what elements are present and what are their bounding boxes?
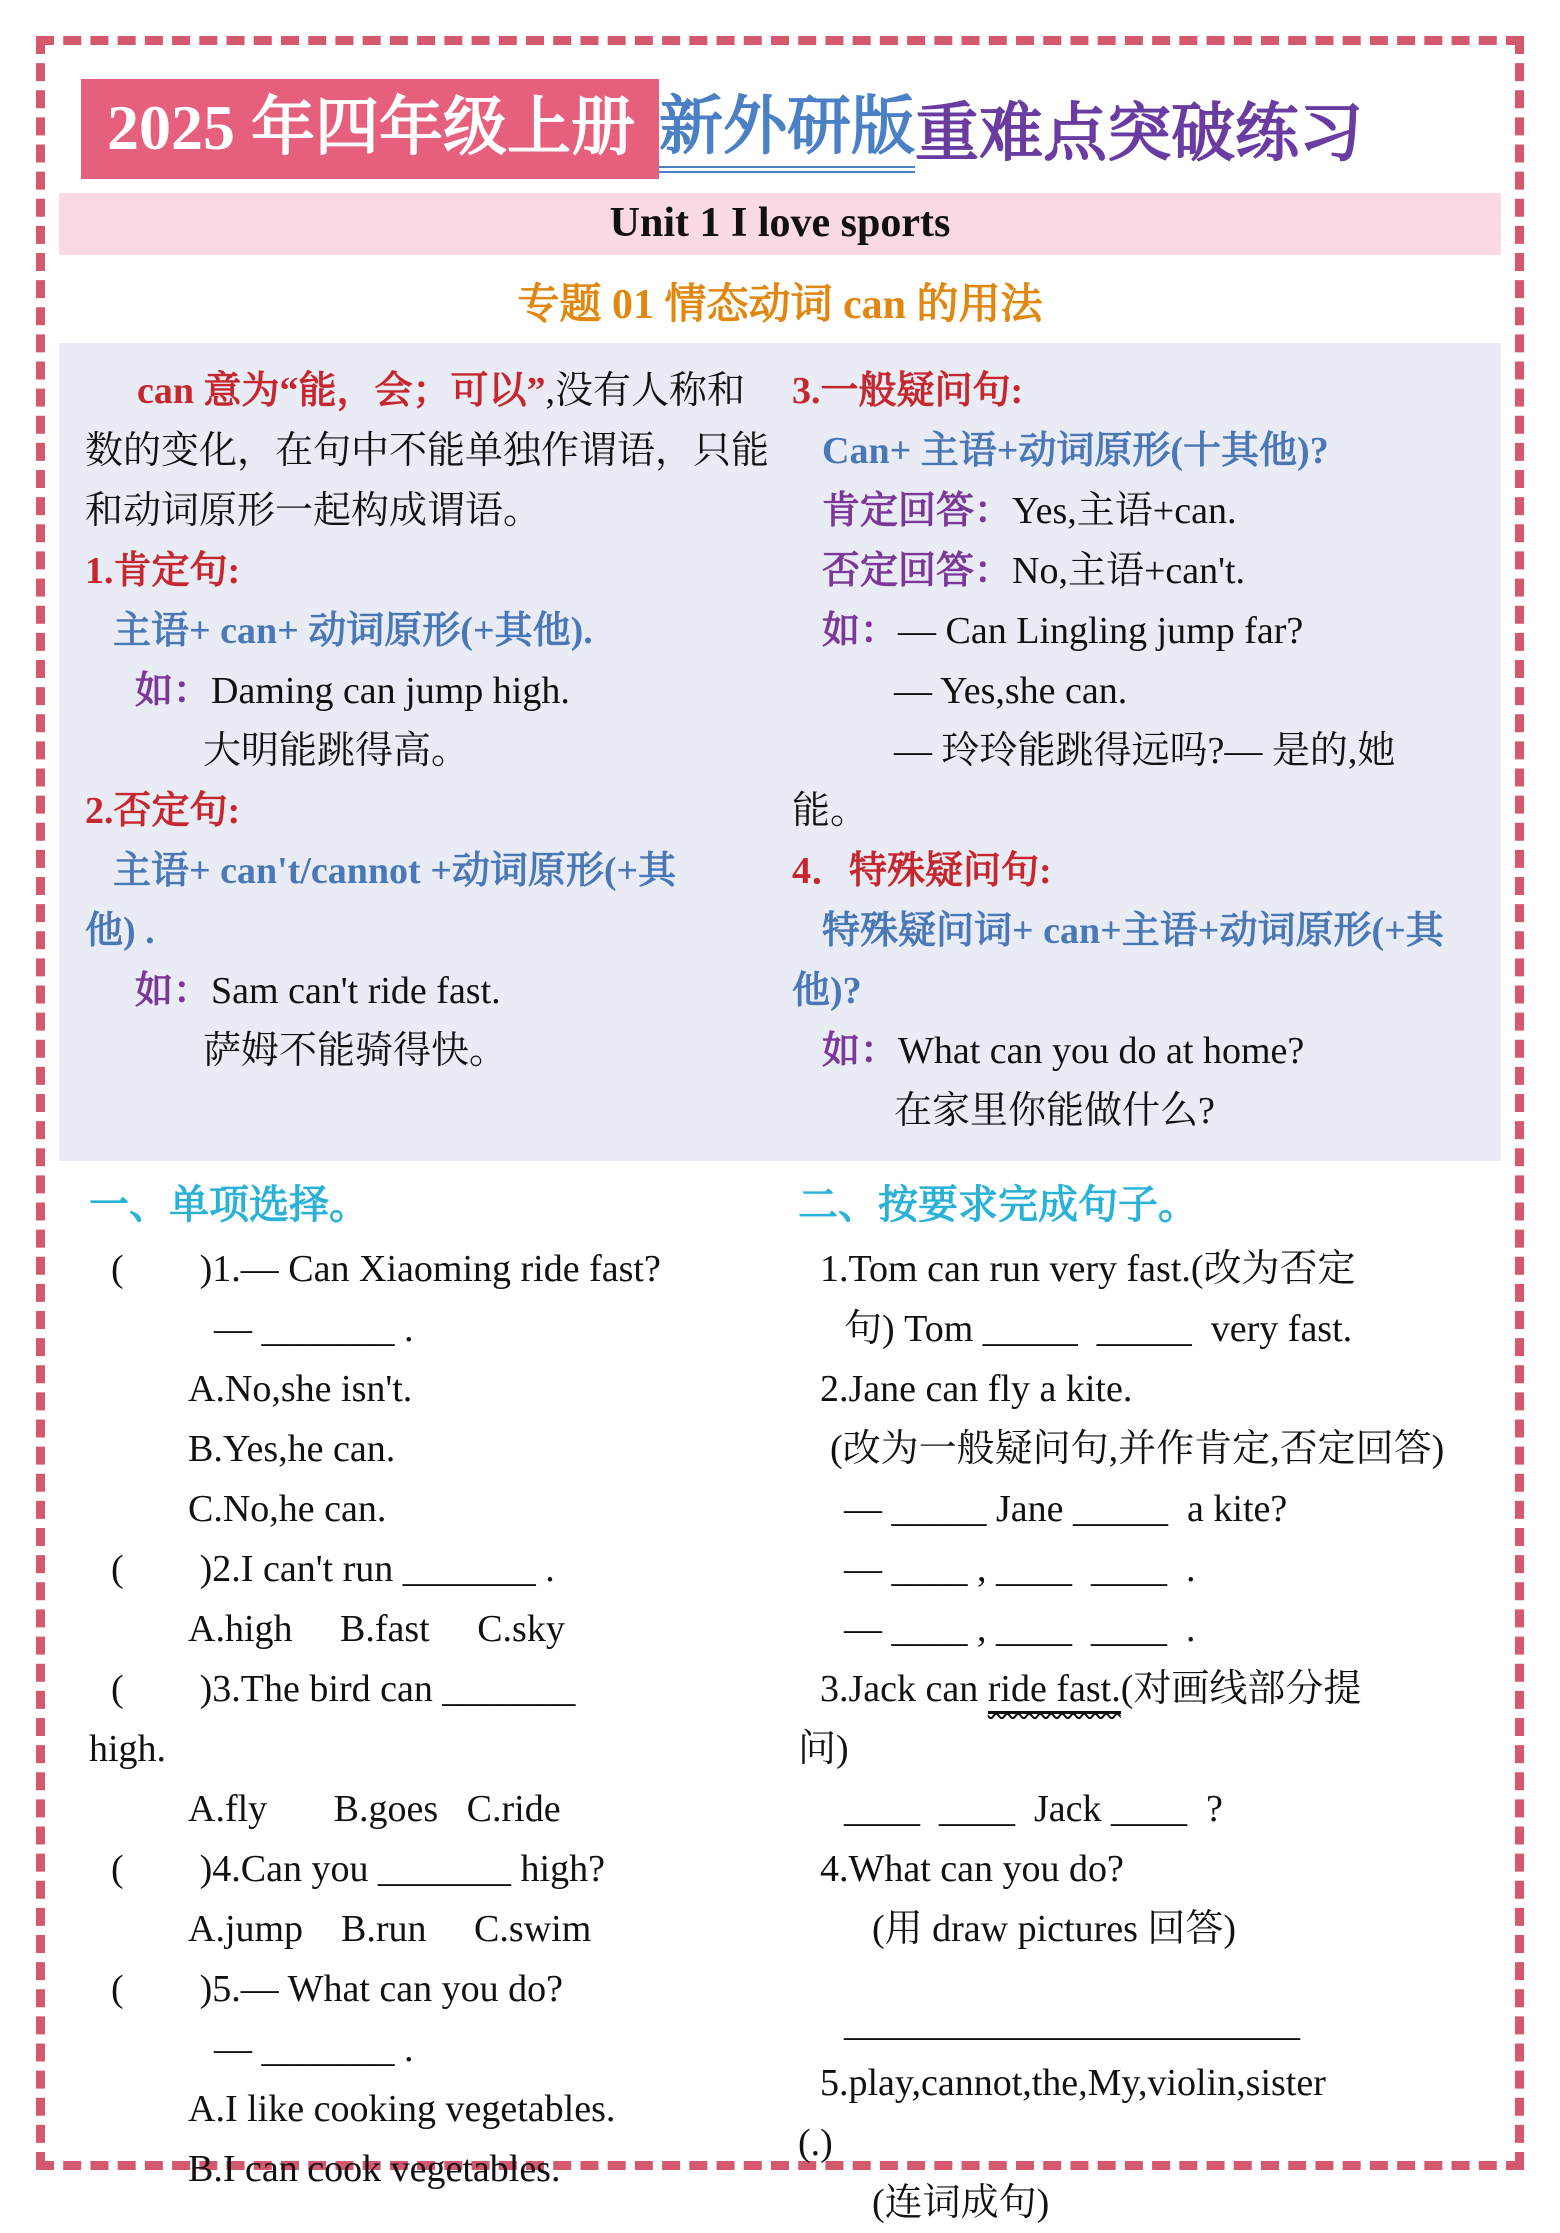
note-formula-wrap: 他)?: [792, 970, 862, 1013]
rewrite-question-line: 5.play,cannot,the,My,violin,sister: [820, 2062, 1326, 2105]
note-example-line: [792, 1021, 1487, 1081]
choice-option-line: B.Yes,he can.: [188, 1428, 396, 1471]
rewrite-question-line: 1.Tom can run very fast.(改为否定: [820, 1248, 1356, 1291]
worksheet-content: [45, 45, 1515, 2233]
example-english: — Can Lingling jump far?: [898, 610, 1304, 653]
example-english: Daming can jump high.: [211, 670, 570, 713]
choice-question-line: ( )1.— Can Xiaoming ride fast?: [111, 1248, 661, 1291]
title-edition-part: 新外研版: [659, 92, 915, 173]
page-title: [81, 79, 1501, 179]
choice-blank-line: — _______ .: [214, 1308, 414, 1351]
question-text: 3.Jack can: [820, 1668, 988, 1711]
example-chinese: 萨姆不能骑得快。: [203, 1030, 508, 1073]
instruction-line: (用 draw pictures 回答): [872, 1908, 1237, 1951]
exercise-two-sentence-completion: [780, 1175, 1501, 2233]
choice-option-line: A.No,she isn't.: [188, 1368, 413, 1411]
choice-blank-line: — _______ .: [214, 2028, 414, 2071]
example-chinese: 在家里你能做什么?: [894, 1090, 1215, 1133]
note-intro-line: [85, 361, 772, 421]
exercise-one-heading: 一、单项选择。: [89, 1182, 369, 1228]
example-chinese-wrap: 能。: [792, 790, 869, 833]
choice-option-line: A.fly B.goes C.ride: [188, 1788, 561, 1831]
unit-banner: Unit 1 I love sports: [59, 193, 1501, 255]
title-suffix-part: 重难点突破练习: [915, 98, 1363, 169]
negative-answer-text: No,主语+can't.: [1012, 550, 1246, 593]
rewrite-blank-line: — _____ Jane _____ a kite?: [844, 1488, 1288, 1531]
title-highlighted-part: 2025 年四年级上册: [81, 79, 659, 179]
choice-question-line: ( )5.— What can you do?: [111, 1968, 564, 2011]
note-formula: 特殊疑问词+ can+主语+动词原形(+其: [822, 910, 1444, 953]
affirmative-answer-text: Yes,主语+can.: [1012, 490, 1237, 533]
note-section-title-affirmative: 1.肯定句:: [85, 550, 241, 593]
note-intro-line: 数的变化，在句中不能单独作谓语，只能: [85, 430, 770, 473]
example-label: 如：: [135, 670, 212, 713]
note-intro-keyword: can 意为“能，会；可以”: [137, 370, 546, 413]
exercise-two-heading: 二、按要求完成句子。: [798, 1182, 1198, 1228]
note-formula: 主语+ can+ 动词原形(+其他).: [113, 610, 593, 653]
grammar-notes-box: [59, 343, 1501, 1161]
notes-left-column: [59, 361, 780, 1141]
choice-option-line: A.jump B.run C.swim: [188, 1908, 592, 1951]
instruction-text: (对画线部分提: [1120, 1668, 1362, 1711]
underlined-phrase: ride fast.: [988, 1668, 1121, 1714]
choice-option-line: A.I like cooking vegetables.: [188, 2088, 616, 2131]
rewrite-blank-line: — ____ , ____ ____ .: [844, 1608, 1196, 1651]
note-section-title-yesno-question: 3.一般疑问句:: [792, 370, 1024, 413]
choice-question-wrap: high.: [89, 1728, 167, 1771]
rewrite-question-line: 2.Jane can fly a kite.: [820, 1368, 1133, 1411]
rewrite-question-line: 4.What can you do?: [820, 1848, 1124, 1891]
note-intro-text: ,没有人称和: [545, 370, 746, 413]
question-wrap: (.): [798, 2122, 833, 2165]
exercise-area: [59, 1175, 1501, 2233]
exercise-one-multiple-choice: [59, 1175, 780, 2233]
example-chinese: 大明能跳得高。: [203, 730, 470, 773]
example-chinese: — 玲玲能跳得远吗?— 是的,她: [894, 730, 1396, 773]
dashed-page-border: [36, 36, 1524, 2225]
choice-question-line: ( )3.The bird can _______: [111, 1668, 576, 1711]
rewrite-blank-line: 句) Tom _____ _____ very fast.: [844, 1308, 1353, 1351]
example-english: Sam can't ride fast.: [211, 970, 501, 1013]
rewrite-question-line: [798, 1659, 1491, 1719]
note-section-title-wh-question: 4．特殊疑问句:: [792, 850, 1052, 893]
rewrite-blank-line: — ____ , ____ ____ .: [844, 1548, 1196, 1591]
note-example-line: [792, 601, 1487, 661]
topic-heading: 专题 01 情态动词 can 的用法: [517, 282, 1043, 329]
example-label: 如：: [822, 1030, 899, 1073]
example-english: — Yes,she can.: [894, 670, 1128, 713]
note-example-line: [85, 961, 772, 1021]
note-answer-line: [792, 481, 1487, 541]
note-formula-wrap: 他) .: [85, 910, 155, 953]
note-intro-line: 和动词原形一起构成谓语。: [85, 490, 542, 533]
instruction-line: (改为一般疑问句,并作肯定,否定回答): [830, 1428, 1445, 1471]
choice-option-line: B.I can cook vegetables.: [188, 2148, 561, 2191]
choice-option-line: C.No,he can.: [188, 1488, 387, 1531]
answer-blank-line: ________________________: [844, 2002, 1300, 2045]
choice-question-line: ( )4.Can you _______ high?: [111, 1848, 605, 1891]
choice-option-line: A.high B.fast C.sky: [188, 1608, 565, 1651]
example-label: 如：: [822, 610, 899, 653]
example-label: 如：: [135, 970, 212, 1013]
negative-answer-label: 否定回答：: [822, 550, 1013, 593]
instruction-line: (连词成句): [872, 2182, 1050, 2225]
note-answer-line: [792, 541, 1487, 601]
rewrite-blank-line: ____ ____ Jack ____ ?: [844, 1788, 1223, 1831]
note-formula: 主语+ can't/cannot +动词原形(+其: [113, 850, 677, 893]
affirmative-answer-label: 肯定回答：: [822, 490, 1013, 533]
note-section-title-negative: 2.否定句:: [85, 790, 241, 833]
instruction-wrap: 问): [798, 1728, 849, 1771]
example-english: What can you do at home?: [898, 1030, 1305, 1073]
note-example-line: [85, 661, 772, 721]
choice-question-line: ( )2.I can't run _______ .: [111, 1548, 555, 1591]
note-formula: Can+ 主语+动词原形(十其他)?: [822, 430, 1329, 473]
notes-right-column: [780, 361, 1501, 1141]
